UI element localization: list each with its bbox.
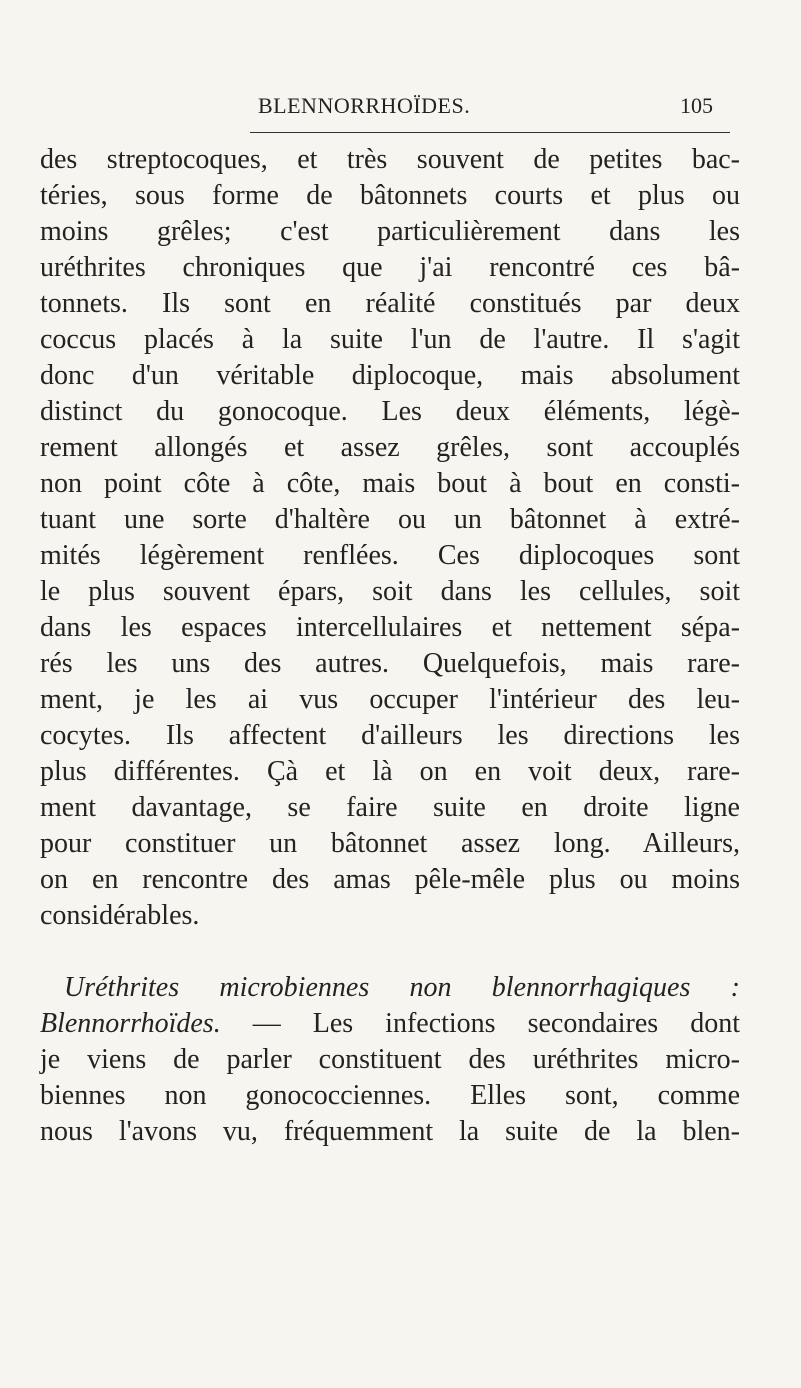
- text-line: [40, 1006, 740, 1042]
- text-line: mités légèrement renflées. Ces diplocoques sont: [40, 540, 740, 571]
- text-run: — Les infections secondaires dont: [220, 1008, 740, 1039]
- text-line: tonnets. Ils sont en réalité constitués par deux: [40, 288, 740, 319]
- text-line: coccus placés à la suite l'un de l'autre. Il s'agit: [40, 324, 740, 355]
- body-text: [40, 142, 740, 1150]
- text-line: on en rencontre des amas pêle-mêle plus ou moins: [40, 864, 740, 895]
- text-line: ment, je les ai vus occuper l'intérieur des leu-: [40, 684, 740, 715]
- text-line: plus différentes. Çà et là on en voit deux, rare-: [40, 756, 740, 787]
- text-line: dans les espaces intercellulaires et nettement sépa-: [40, 612, 740, 643]
- text-line: téries, sous forme de bâtonnets courts et plus ou: [40, 180, 740, 211]
- text-line: moins grêles; c'est particulièrement dans les: [40, 216, 740, 247]
- text-line: rés les uns des autres. Quelquefois, mais rare-: [40, 648, 740, 679]
- running-head: [0, 93, 801, 133]
- text-line: cocytes. Ils affectent d'ailleurs les directions les: [40, 720, 740, 751]
- text-line: uréthrites chroniques que j'ai rencontré ces bâ-: [40, 252, 740, 283]
- text-line: ment davantage, se faire suite en droite ligne: [40, 792, 740, 823]
- section-heading-text: Uréthrites microbiennes non blennorrhagiques :: [64, 972, 740, 1003]
- text-line: tuant une sorte d'haltère ou un bâtonnet à extré-: [40, 504, 740, 535]
- header-rule: [250, 132, 730, 133]
- text-line: biennes non gonococciennes. Elles sont, comme: [40, 1080, 740, 1111]
- text-line: nous l'avons vu, fréquemment la suite de la blen-: [40, 1116, 740, 1147]
- text-line: le plus souvent épars, soit dans les cellules, soit: [40, 576, 740, 607]
- section-heading: [40, 970, 740, 1006]
- text-line: considérables.: [40, 900, 200, 931]
- text-line: rement allongés et assez grêles, sont accouplés: [40, 432, 740, 463]
- text-line: des streptocoques, et très souvent de petites bac-: [40, 144, 740, 175]
- text-line: non point côte à côte, mais bout à bout en consti-: [40, 468, 740, 499]
- text-line: distinct du gonocoque. Les deux éléments, légè-: [40, 396, 740, 427]
- section-subheading: Blennorrhoïdes.: [40, 1008, 221, 1039]
- running-title: BLENNORRHOÏDES.: [258, 93, 471, 118]
- page-number: 105: [680, 93, 713, 118]
- text-line: donc d'un véritable diplocoque, mais absolument: [40, 360, 740, 391]
- text-line: je viens de parler constituent des uréthrites micro-: [40, 1044, 740, 1075]
- text-line: pour constituer un bâtonnet assez long. Ailleurs,: [40, 828, 740, 859]
